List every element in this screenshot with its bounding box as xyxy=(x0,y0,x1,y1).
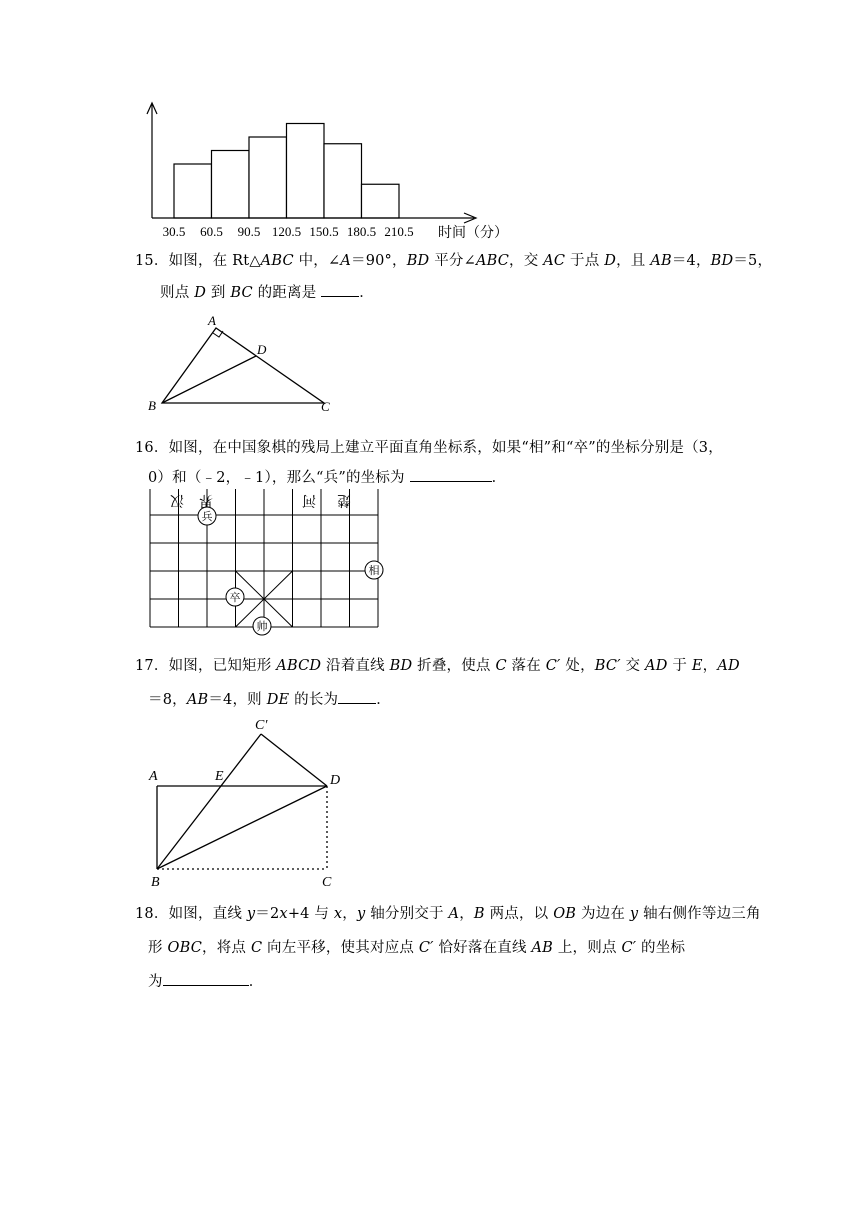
label-b: B xyxy=(151,875,160,890)
river-mark: 汉 xyxy=(170,492,184,507)
label-d: D xyxy=(330,773,341,788)
q17-var: AB xyxy=(186,692,209,708)
q18-text: 恰好落在直线 xyxy=(433,940,532,956)
q17-var: C′ xyxy=(545,658,561,674)
q18-text: 形 xyxy=(148,940,168,956)
q16-text: 0）和（﹣2，﹣1），那么“兵”的坐标为 xyxy=(148,470,410,486)
q15-number: 15． xyxy=(135,253,169,269)
q17-var: AD xyxy=(717,658,740,674)
q18-var: y xyxy=(629,906,639,922)
q15-text: 到 xyxy=(206,285,231,301)
q17-line1 xyxy=(135,654,740,675)
q15-text: ． xyxy=(359,285,374,301)
x-tick-label: 30.5 xyxy=(162,224,186,239)
q18-text: 上，则点 xyxy=(553,940,622,956)
q16-text: ． xyxy=(491,470,507,486)
q17-number: 17． xyxy=(135,658,169,674)
label-a: A xyxy=(149,769,158,784)
answer-blank[interactable] xyxy=(338,689,376,704)
q18-text: 两点，以 xyxy=(484,906,554,922)
q15-triangle-figure xyxy=(140,310,340,415)
piece-shuai-label: 帅 xyxy=(256,621,268,633)
q17-var: AD xyxy=(645,658,668,674)
q15-text: 平分∠ xyxy=(429,253,476,269)
q17-text: ， xyxy=(702,658,718,674)
q18-var: y xyxy=(357,906,366,922)
q17-var: BC′ xyxy=(594,658,621,674)
q17-text: ． xyxy=(376,692,391,708)
q15-text: 如图，在 Rt△ xyxy=(168,253,261,269)
q17-var: BD xyxy=(389,658,413,674)
histogram-bar xyxy=(287,124,325,219)
q15-text: 中，∠ xyxy=(293,253,341,269)
q15-var: BC xyxy=(230,285,253,301)
q17-var: E xyxy=(691,658,703,674)
x-axis-label: 时间（分） xyxy=(438,226,508,241)
river-mark: 楚 xyxy=(337,492,351,507)
q17-text: 处， xyxy=(560,658,595,674)
q15-var: AB xyxy=(650,253,672,269)
label-c: C xyxy=(322,875,332,890)
segment-bd xyxy=(157,786,327,869)
q18-var: AB xyxy=(531,940,554,956)
piece-zu xyxy=(226,588,244,606)
q18-line3 xyxy=(148,970,263,991)
board-grid xyxy=(150,489,378,627)
label-c: C xyxy=(321,399,330,414)
q15-text: ，交 xyxy=(509,253,544,269)
q18-text: ， xyxy=(459,906,474,922)
q15-text: ＝90°， xyxy=(351,253,407,269)
q18-var: C xyxy=(250,940,263,956)
q18-var: OBC xyxy=(167,940,203,956)
label-a: A xyxy=(208,313,216,328)
x-tick-label: 150.5 xyxy=(309,224,339,239)
q17-text: 于 xyxy=(667,658,692,674)
q15-var: A xyxy=(340,253,351,269)
q15-line1 xyxy=(135,249,772,270)
q15-line2 xyxy=(160,281,374,302)
answer-blank[interactable] xyxy=(410,467,492,482)
q18-var: A xyxy=(448,906,460,922)
q15-text: 则点 xyxy=(160,285,195,301)
q18-text: ＝2 xyxy=(255,906,280,922)
segment-bd xyxy=(162,356,256,403)
q15-var: ABC xyxy=(260,253,294,269)
q16-number: 16． xyxy=(135,440,169,456)
q15-var: ABC xyxy=(475,253,510,269)
x-tick-label: 210.5 xyxy=(384,224,414,239)
histogram-bar xyxy=(362,184,400,218)
q18-var: x xyxy=(279,906,288,922)
river-mark: 河 xyxy=(302,492,316,507)
piece-zu-label: 卒 xyxy=(229,592,241,604)
q17-text: 如图，已知矩形 xyxy=(168,658,277,674)
q15-var: BD xyxy=(710,253,734,269)
q15-text: 于点 xyxy=(565,253,605,269)
label-e: E xyxy=(215,769,224,784)
label-cprime: C′ xyxy=(255,718,268,733)
histogram-bars xyxy=(174,124,399,219)
q18-text: 为 xyxy=(148,974,163,990)
segment-cprime-d xyxy=(261,734,327,786)
piece-xiang xyxy=(365,561,383,579)
q18-text: 轴右侧作等边三角 xyxy=(638,906,761,922)
q18-var: y xyxy=(246,906,256,922)
q18-text: ． xyxy=(248,974,264,990)
q17-text: ＝4，则 xyxy=(208,692,267,708)
histogram-figure xyxy=(140,96,508,246)
q17-text: 交 xyxy=(620,658,646,674)
q15-var: D xyxy=(194,285,207,301)
histogram-bar xyxy=(249,137,287,218)
piece-xiang-label: 相 xyxy=(368,565,380,577)
q15-var: BD xyxy=(406,253,430,269)
x-tick-label: 90.5 xyxy=(237,224,261,239)
x-tick-label: 60.5 xyxy=(200,224,223,239)
q18-var: C′ xyxy=(621,940,637,956)
x-tick-labels xyxy=(163,224,414,239)
river-mark: 界 xyxy=(199,492,213,507)
label-d: D xyxy=(257,342,267,357)
piece-bing-label: 兵 xyxy=(201,511,213,523)
chess-board-figure xyxy=(140,489,390,634)
q16-line2 xyxy=(148,466,506,487)
q18-var: x xyxy=(333,906,343,922)
q17-line2 xyxy=(148,688,391,709)
q16-text: 如图，在中国象棋的残局上建立平面直角坐标系，如果“相”和“卒”的坐标分别是（3， xyxy=(168,440,723,456)
q18-line1 xyxy=(135,902,761,923)
q18-var: C′ xyxy=(418,940,434,956)
q17-rectangle-figure xyxy=(140,712,355,890)
q18-text: 为边在 xyxy=(576,906,630,922)
answer-blank[interactable] xyxy=(163,971,249,986)
triangle-abc xyxy=(162,328,324,403)
x-tick-label: 120.5 xyxy=(271,224,302,239)
histogram-bar xyxy=(174,164,212,218)
q18-number: 18． xyxy=(135,906,169,922)
q18-text: 如图，直线 xyxy=(168,906,247,922)
q18-text: 向左平移，使其对应点 xyxy=(262,940,419,956)
q17-var: ABCD xyxy=(276,658,322,674)
q15-text: ＝4， xyxy=(671,253,711,269)
q17-var: DE xyxy=(266,692,290,708)
piece-shuai xyxy=(253,617,271,635)
q18-var: OB xyxy=(553,906,577,922)
q17-text: 的长为 xyxy=(289,692,339,708)
q17-text: 落在 xyxy=(506,658,546,674)
q17-text: 沿着直线 xyxy=(321,658,390,674)
q18-text: +4 与 xyxy=(287,906,334,922)
segment-bcprime xyxy=(157,734,261,869)
q18-var: B xyxy=(473,906,485,922)
histogram-bar xyxy=(324,144,362,218)
q16-line1 xyxy=(135,436,723,457)
q15-var: AC xyxy=(543,253,566,269)
q15-text: ＝5， xyxy=(733,253,773,269)
q18-text: ，将点 xyxy=(202,940,251,956)
q17-text: ＝8， xyxy=(148,692,187,708)
answer-blank[interactable] xyxy=(321,282,359,297)
q18-text: 的坐标 xyxy=(636,940,686,956)
histogram-bar xyxy=(212,151,250,219)
label-b: B xyxy=(148,398,156,413)
q15-text: 的距离是 xyxy=(252,285,322,301)
piece-bing xyxy=(198,507,216,525)
x-tick-label: 180.5 xyxy=(346,224,377,239)
q18-text: ， xyxy=(342,906,357,922)
q15-var: D xyxy=(604,253,617,269)
q15-text: ，且 xyxy=(616,253,651,269)
q18-line2 xyxy=(148,936,685,957)
q17-var: C xyxy=(495,658,507,674)
q17-text: 折叠，使点 xyxy=(412,658,496,674)
q18-text: 轴分别交于 xyxy=(365,906,449,922)
